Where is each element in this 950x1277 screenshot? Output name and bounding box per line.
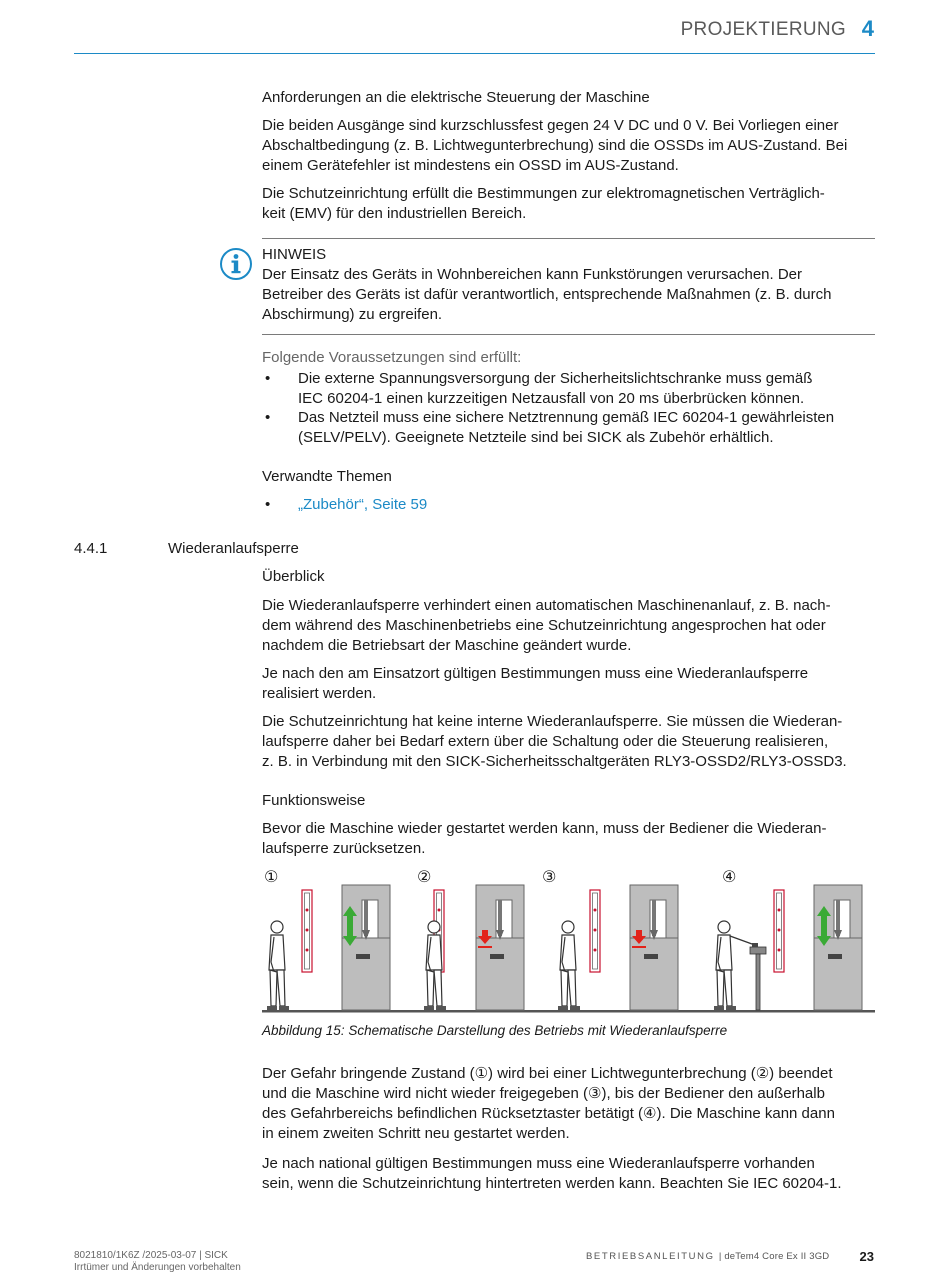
note-top-rule (262, 238, 875, 239)
list-item-text (298, 369, 875, 409)
related-topics (262, 467, 875, 487)
overview-paragraph-3 (262, 712, 875, 772)
text-line: Je nach den am Einsatzort gültigen Bestimmungen muss eine Wiederanlaufsperre (262, 665, 809, 682)
note-block (262, 245, 875, 325)
figure-caption (262, 1021, 875, 1041)
text-line: in einem zweiten Schritt neu gestartet werden. (262, 1125, 570, 1142)
text-line: laufsperre zurücksetzen. (262, 840, 426, 857)
bullet-dot: • (265, 370, 271, 387)
step-label-3: ③ (542, 867, 557, 886)
section-header-title: PROJEKTIERUNG (680, 19, 846, 40)
header-divider (74, 53, 875, 54)
text-line: (SELV/PELV). Geeignete Netzteile sind bei SICK als Zubehör erhältlich. (298, 429, 774, 446)
prerequisites-lead (262, 348, 875, 368)
section-number-text: 4.4.1 (74, 540, 108, 557)
accessory-link[interactable]: „Zubehör“, Seite 59 (298, 496, 428, 513)
text-line: laufsperre daher bei Bedarf extern über die Schaltung oder die Steuerung realisieren, (262, 733, 829, 750)
text-line: Die Wiederanlaufsperre verhindert einen automatischen Maschinenanlauf, z. B. nach- (262, 597, 831, 614)
explanation-paragraph-1 (262, 1064, 875, 1144)
page-number: 23 (859, 1249, 874, 1264)
function-heading-text: Funktionsweise (262, 792, 366, 809)
function-heading (262, 791, 875, 811)
chapter-number: 4 (861, 16, 874, 41)
bullet-dot: • (265, 409, 271, 426)
text-line: keit (EMV) für den industriellen Bereich. (262, 205, 527, 222)
text-line: Das Netzteil muss eine sichere Netztrennung gemäß IEC 60204-1 gewährleisten (298, 409, 835, 426)
restart-interlock-figure (262, 864, 875, 1016)
footer-product: | deTem4 Core Ex II 3GD (718, 1251, 830, 1262)
section-number (74, 539, 107, 559)
overview-heading (262, 567, 875, 587)
footer-disclaimer: Irrtümer und Änderungen vorbehalten (74, 1262, 241, 1273)
text-line: dem während des Maschinenbetriebs eine Schutzeinrichtung angesprochen hat oder (262, 617, 826, 634)
text-line: Die Schutzeinrichtung erfüllt die Bestimmungen zur elektromagnetischen Verträglich- (262, 185, 825, 202)
text-line: einem Gerätefehler ist mindestens ein OSSD im AUS-Zustand. (262, 157, 679, 174)
footer-document-title (586, 1251, 829, 1262)
bullet-dot: • (265, 496, 271, 513)
text-line: des Gefahrbereichs befindlichen Rücksetztaster betätigt (④). Die Maschine kann dann (262, 1105, 835, 1122)
step-label-4: ④ (722, 867, 737, 886)
footer-doc-type: BETRIEBSANLEITUNG (586, 1251, 715, 1262)
overview-paragraph-1 (262, 596, 875, 656)
text-line: IEC 60204-1 einen kurzzeitigen Netzausfall von 20 ms überbrücken können. (298, 390, 805, 407)
requirements-paragraph-2 (262, 184, 875, 224)
text-line: Der Einsatz des Geräts in Wohnbereichen kann Funkstörungen verursachen. Der (262, 266, 803, 283)
explanation-paragraph-2 (262, 1154, 875, 1194)
overview-paragraph-2 (262, 664, 875, 704)
text-line: nachdem die Betriebsart der Maschine geändert wurde. (262, 637, 632, 654)
text-line: Die externe Spannungsversorgung der Sicherheitslichtschranke muss gemäß (298, 370, 813, 387)
text-line: sein, wenn die Schutzeinrichtung hintertreten werden kann. Beachten Sie IEC 60204-1. (262, 1175, 842, 1192)
step-label-1: ① (264, 867, 279, 886)
note-bottom-rule (262, 334, 875, 335)
text-line: Abschirmung) zu ergreifen. (262, 306, 443, 323)
requirements-heading: Anforderungen an die elektrische Steuerung der Maschine (262, 89, 650, 106)
requirements-paragraph-1 (262, 116, 875, 176)
figure-caption-text: Abbildung 15: Schematische Darstellung des Betriebs mit Wiederanlaufsperre (262, 1023, 728, 1038)
function-paragraph (262, 819, 875, 859)
text-line: z. B. in Verbindung mit den SICK-Sicherheitsschaltgeräten RLY3-OSSD2/RLY3-OSSD3. (262, 753, 847, 770)
text-line: Je nach national gültigen Bestimmungen muss eine Wiederanlaufsperre vorhanden (262, 1155, 815, 1172)
text-line: Der Gefahr bringende Zustand (①) wird bei einer Lichtwegunterbrechung (②) beendet (262, 1065, 833, 1082)
text-line: Abschaltbedingung (z. B. Lichtwegunterbrechung) sind die OSSDs im AUS-Zustand. Bei (262, 137, 848, 154)
text-line: Die Schutzeinrichtung hat keine interne Wiederanlaufsperre. Sie müssen die Wiederan- (262, 713, 843, 730)
overview-heading-text: Überblick (262, 568, 325, 585)
text-line: Bevor die Maschine wieder gestartet werden kann, muss der Bediener die Wiederan- (262, 820, 827, 837)
text-line: realisiert werden. (262, 685, 377, 702)
prerequisites-lead-text: Folgende Voraussetzungen sind erfüllt: (262, 349, 522, 366)
text-line: und die Maschine wird nicht wieder freigegeben (③), bis der Bediener den außerhalb (262, 1085, 825, 1102)
text-line: Betreiber des Geräts ist dafür verantwortlich, entsprechende Maßnahmen (z. B. durch (262, 286, 832, 303)
footer-document-info (74, 1250, 241, 1274)
step-label-2: ② (417, 867, 432, 886)
related-topics-heading: Verwandte Themen (262, 468, 392, 485)
note-title: HINWEIS (262, 246, 327, 263)
text-line: Die beiden Ausgänge sind kurzschlussfest gegen 24 V DC und 0 V. Bei Vorliegen einer (262, 117, 839, 134)
list-item-text (298, 408, 875, 448)
footer-doc-number: 8021810/1K6Z /2025-03-07 | SICK (74, 1250, 228, 1261)
info-icon (219, 247, 253, 281)
section-title-text: Wiederanlaufsperre (168, 540, 299, 557)
requirements-block (262, 88, 875, 108)
section-title (168, 539, 299, 559)
figure-illustration (262, 864, 875, 1016)
